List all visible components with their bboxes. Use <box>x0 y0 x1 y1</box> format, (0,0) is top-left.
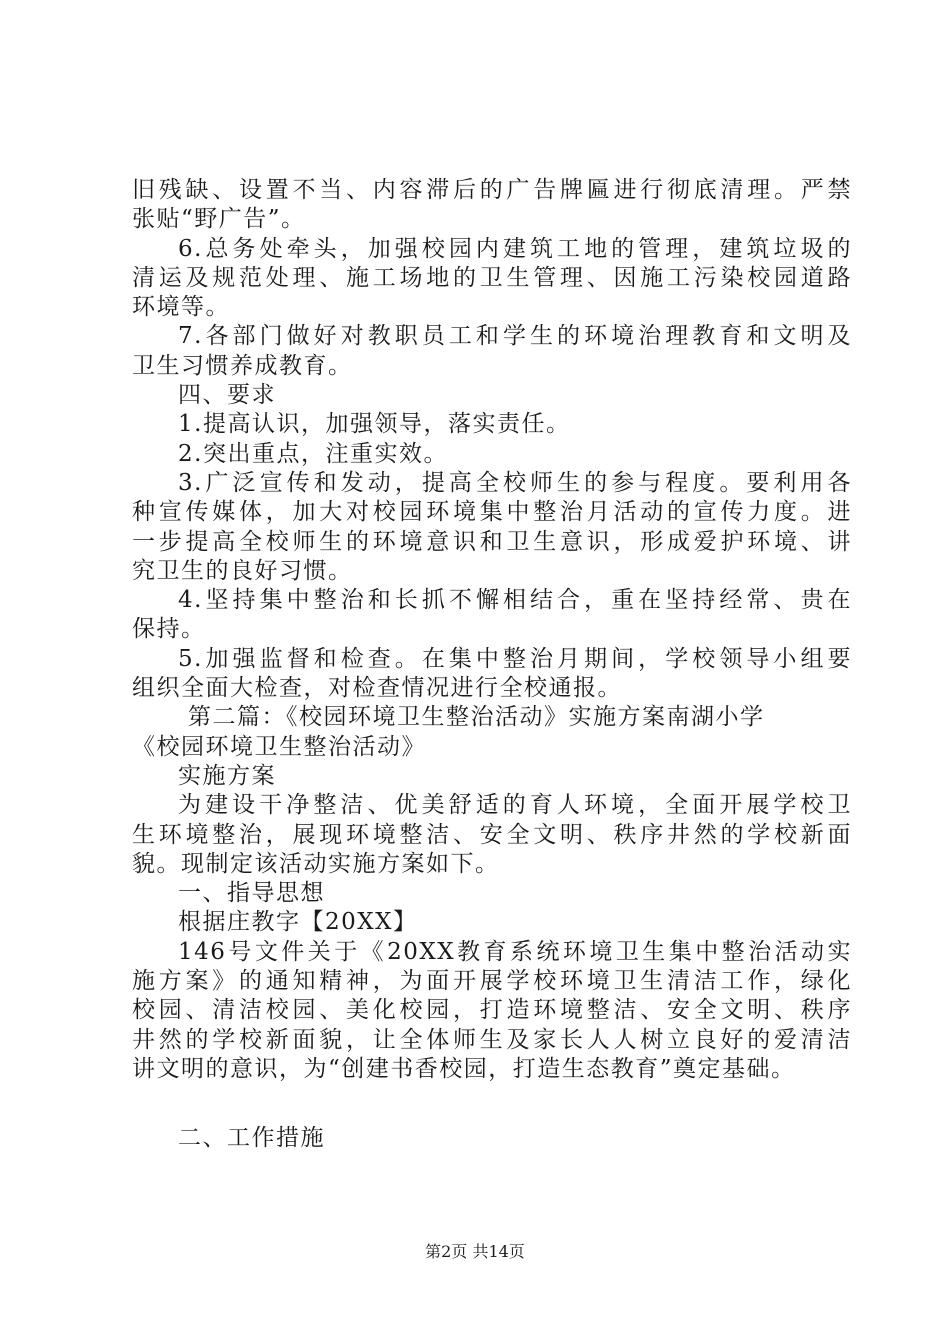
text-line: 7.各部门做好对教职员工和学生的环境治理教育和文明及 <box>178 323 852 350</box>
text-line: 1.提高认识，加强领导，落实责任。 <box>178 411 571 438</box>
text-line: 2.突出重点，注重实效。 <box>178 440 448 467</box>
section-heading: 二、工作措施 <box>178 1125 325 1152</box>
text-line: 旧残缺、设置不当、内容滞后的广告牌匾进行彻底清理。严禁 <box>132 177 852 203</box>
text-line: 张贴“野广告”。 <box>132 206 306 233</box>
text-line: 保持。 <box>132 616 206 643</box>
text-line: 井然的学校新面貌，让全体师生及家长人人树立良好的爱清洁 <box>132 1026 852 1053</box>
text-line: 根据庄教字【20XX】 <box>178 909 418 936</box>
section-heading: 四、要求 <box>178 382 276 409</box>
section-heading: 一、指导思想 <box>178 880 325 907</box>
text-line: 种宣传媒体，加大对校园环境集中整治月活动的宣传力度。进 <box>132 499 852 526</box>
text-line: 6.总务处牵头，加强校园内建筑工地的管理，建筑垃圾的 <box>178 235 852 262</box>
text-line: 貌。现制定该活动实施方案如下。 <box>132 850 500 877</box>
text-line: 5.加强监督和检查。在集中整治月期间，学校领导小组要 <box>178 645 852 672</box>
document-body <box>132 176 852 1154</box>
text-line: 146号文件关于《20XX教育系统环境卫生集中整治活动实 <box>178 938 852 965</box>
text-line: 为建设干净整洁、优美舒适的育人环境，全面开展学校卫 <box>178 792 852 819</box>
text-line: 组织全面大检查，对检查情况进行全校通报。 <box>132 675 622 702</box>
text-line: 校园、清洁校园、美化校园，打造环境整洁、安全文明、秩序 <box>132 997 852 1024</box>
text-line: 讲文明的意识，为“创建书香校园，打造生态教育”奠定基础。 <box>132 1055 796 1082</box>
text-line: 3.广泛宣传和发动，提高全校师生的参与程度。要利用各 <box>178 469 852 496</box>
text-line: 究卫生的良好习惯。 <box>132 557 353 584</box>
page-number: 第2页 共14页 <box>425 1242 525 1261</box>
text-line: 施方案》的通知精神，为面开展学校环境卫生清洁工作，绿化 <box>132 968 852 995</box>
text-line: 4.坚持集中整治和长抓不懈相结合，重在坚持经常、贵在 <box>178 587 852 614</box>
chapter-subheading: 实施方案 <box>178 762 276 789</box>
text-line: 生环境整治，展现环境整洁、安全文明、秩序井然的学校新面 <box>132 821 852 848</box>
text-line: 清运及规范处理、施工场地的卫生管理、因施工污染校园道路 <box>132 264 852 291</box>
text-line: 卫生习惯养成教育。 <box>132 352 353 379</box>
page-footer <box>0 1242 950 1262</box>
text-line: 一步提高全校师生的环境意识和卫生意识，形成爱护环境、讲 <box>132 528 852 555</box>
chapter-heading: 第二篇：《校园环境卫生整治活动》实施方案南湖小学 <box>188 704 765 731</box>
chapter-heading: 《校园环境卫生整治活动》 <box>132 733 426 760</box>
text-line: 环境等。 <box>132 294 230 321</box>
